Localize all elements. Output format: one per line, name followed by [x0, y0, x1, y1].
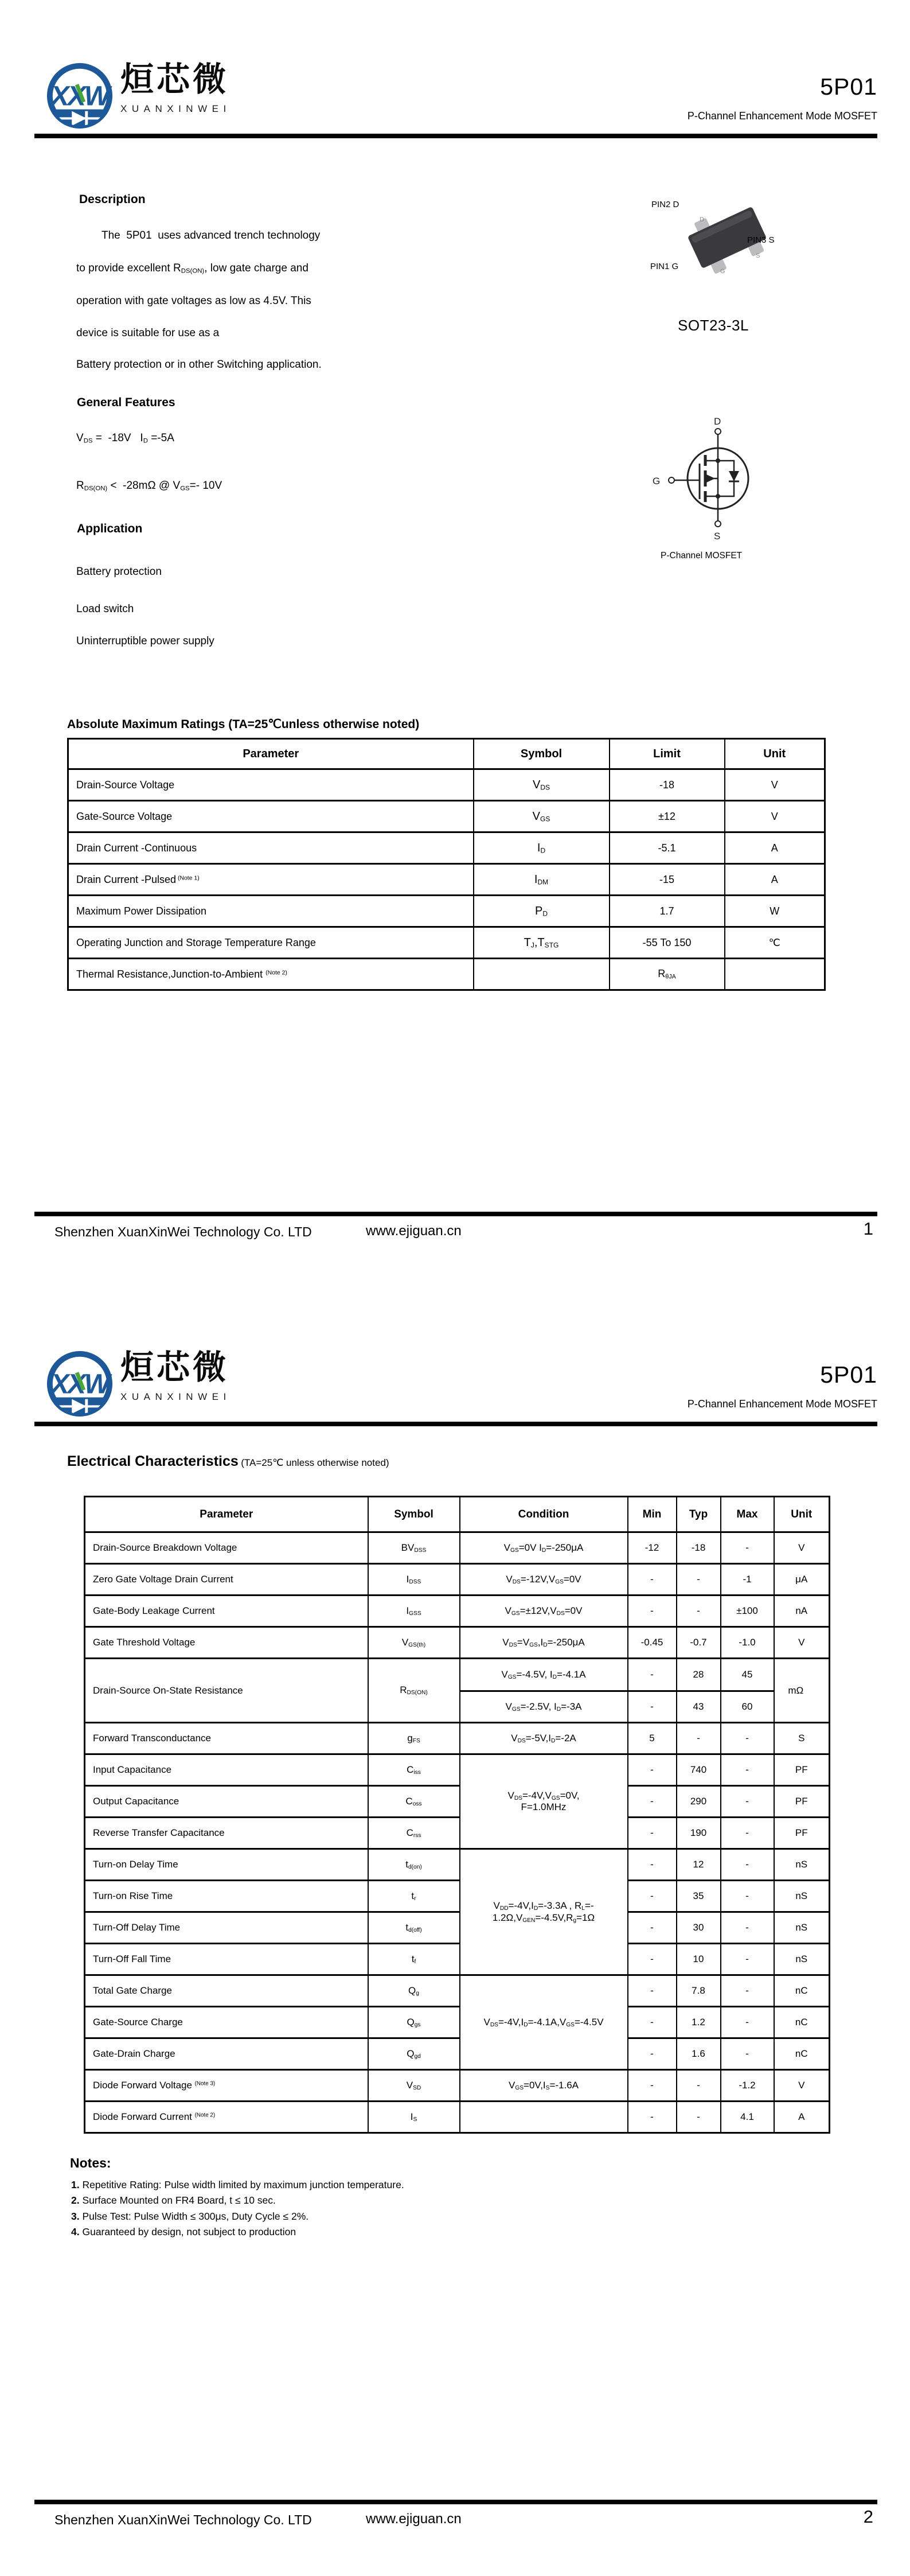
max-cell: -	[721, 1532, 774, 1564]
limit-cell: -15	[610, 864, 725, 896]
typ-cell: 35	[677, 1881, 721, 1912]
max-cell: ±100	[721, 1596, 774, 1627]
unit-cell: V	[725, 801, 825, 832]
typ-cell: 1.2	[677, 2007, 721, 2038]
param-cell: Reverse Transfer Capacitance	[85, 1818, 368, 1849]
limit-cell: -55 To 150	[610, 927, 725, 959]
table-row	[85, 1659, 830, 1691]
min-cell: -	[628, 2038, 677, 2070]
condition-cell	[460, 2102, 628, 2133]
description-line: operation with gate voltages as low as 4.5V. This	[76, 295, 311, 307]
min-cell: -	[628, 2102, 677, 2133]
unit-cell: nS	[774, 1849, 830, 1881]
symbol-cell: tf	[368, 1944, 460, 1975]
note-item	[71, 2179, 404, 2191]
logo-mark-icon	[45, 61, 115, 131]
note-text: Repetitive Rating: Pulse width limited by maximum junction temperature.	[79, 2179, 404, 2190]
unit-cell: V	[774, 1532, 830, 1564]
table-row	[85, 1975, 830, 2007]
unit-cell: PF	[774, 1754, 830, 1786]
param-cell: Diode Forward Voltage $^{(Note 3)}$	[85, 2070, 368, 2102]
unit-cell: nA	[774, 1596, 830, 1627]
min-cell: -	[628, 1881, 677, 1912]
min-cell: 5	[628, 1723, 677, 1754]
max-cell: -	[721, 2007, 774, 2038]
limit-cell: 1.7	[610, 896, 725, 927]
note-item	[71, 2194, 276, 2207]
table-row	[85, 2038, 830, 2070]
unit-cell: W	[725, 896, 825, 927]
min-cell: -	[628, 1912, 677, 1944]
description-line: to provide excellent RDS(ON), low gate charge and	[76, 262, 308, 275]
symbol-cell: Coss	[368, 1786, 460, 1818]
unit-cell: A	[725, 864, 825, 896]
max-cell: 60	[721, 1691, 774, 1723]
part-number: 5P01	[820, 1361, 877, 1388]
max-cell: -	[721, 1944, 774, 1975]
max-cell: -	[721, 1975, 774, 2007]
header-rule	[34, 1422, 877, 1426]
header-subtitle: P-Channel Enhancement Mode MOSFET	[687, 110, 877, 122]
min-cell: -	[628, 1849, 677, 1881]
param-cell: Zero Gate Voltage Drain Current	[85, 1564, 368, 1596]
features-line: VDS = -18V ID =-5A	[76, 432, 174, 445]
col-header: Min	[628, 1497, 677, 1532]
symbol-cell: Qgs	[368, 2007, 460, 2038]
symbol-cell	[474, 959, 610, 990]
footer-company: Shenzhen XuanXinWei Technology Co. LTD	[54, 1224, 312, 1239]
brand-chinese: 烜芯微	[120, 61, 229, 98]
package-pin1-label: PIN1 G	[650, 262, 679, 271]
limit-cell: ±12	[610, 801, 725, 832]
symbol-cell: VGS(th)	[368, 1627, 460, 1659]
table-row	[85, 1754, 830, 1786]
limit-cell: -18	[610, 769, 725, 801]
symbol-cell: td(on)	[368, 1849, 460, 1881]
features-title: General Features	[77, 396, 175, 409]
note-number: 1.	[71, 2179, 80, 2190]
table-row	[85, 1627, 830, 1659]
unit-cell: A	[725, 832, 825, 864]
min-cell: -	[628, 1818, 677, 1849]
condition-cell: VDS=-12V,VGS=0V	[460, 1564, 628, 1596]
typ-cell: 290	[677, 1786, 721, 1818]
param-cell: Drain-Source Voltage	[68, 769, 474, 801]
table-row	[85, 2070, 830, 2102]
table-row	[85, 1881, 830, 1912]
symbol-cell: TJ,TSTG	[474, 927, 610, 959]
application-item: Battery protection	[76, 566, 162, 578]
symbol-cell: BVDSS	[368, 1532, 460, 1564]
max-cell: -	[721, 1754, 774, 1786]
symbol-cell: Ciss	[368, 1754, 460, 1786]
note-item	[71, 2211, 308, 2223]
symbol-cell: IDM	[474, 864, 610, 896]
condition-cell: VGS=-4.5V, ID=-4.1A	[460, 1659, 628, 1691]
typ-cell: -18	[677, 1532, 721, 1564]
table-row	[85, 1723, 830, 1754]
condition-cell: VGS=0V,IS=-1.6A	[460, 2070, 628, 2102]
param-cell: Turn-on Rise Time	[85, 1881, 368, 1912]
min-cell: -	[628, 1596, 677, 1627]
svg-text:XXW: XXW	[50, 80, 109, 112]
svg-text:G: G	[720, 268, 725, 275]
symbol-cell: IS	[368, 2102, 460, 2133]
param-cell: Gate-Drain Charge	[85, 2038, 368, 2070]
table-row	[85, 1786, 830, 1818]
header-rule	[34, 134, 877, 138]
table-header-row	[85, 1497, 830, 1532]
condition-cell: VDS=-4V,VGS=0V, F=1.0MHz	[460, 1754, 628, 1849]
symbol-cell: PD	[474, 896, 610, 927]
description-title: Description	[79, 193, 146, 206]
unit-cell: nS	[774, 1912, 830, 1944]
unit-cell: V	[774, 1627, 830, 1659]
min-cell: -	[628, 1691, 677, 1723]
col-header: Max	[721, 1497, 774, 1532]
param-cell: Drain-Source On-State Resistance	[85, 1659, 368, 1723]
unit-cell: nC	[774, 2007, 830, 2038]
min-cell: -	[628, 1786, 677, 1818]
symbol-cell: td(off)	[368, 1912, 460, 1944]
typ-cell: 1.6	[677, 2038, 721, 2070]
application-item: Uninterruptible power supply	[76, 635, 214, 647]
param-cell: Output Capacitance	[85, 1786, 368, 1818]
note-number: 4.	[71, 2226, 80, 2238]
max-cell: -	[721, 1786, 774, 1818]
symbol-cell: tr	[368, 1881, 460, 1912]
symbol-cell: gFS	[368, 1723, 460, 1754]
typ-cell: 12	[677, 1849, 721, 1881]
ec-title-main: Electrical Characteristics	[67, 1453, 239, 1469]
brand-latin: XUANXINWEI	[120, 103, 231, 114]
table-row	[68, 896, 825, 927]
param-cell: Operating Junction and Storage Temperature Range	[68, 927, 474, 959]
typ-cell: -	[677, 2070, 721, 2102]
condition-cell: VGS=±12V,VDS=0V	[460, 1596, 628, 1627]
max-cell: -	[721, 1881, 774, 1912]
table-row	[85, 1596, 830, 1627]
param-cell: Forward Transconductance	[85, 1723, 368, 1754]
company-logo	[45, 61, 231, 131]
max-cell: -	[721, 1723, 774, 1754]
unit-cell: nC	[774, 2038, 830, 2070]
pchannel-mosfet-symbol-icon	[645, 414, 766, 543]
condition-cell: VGS=-2.5V, ID=-3A	[460, 1691, 628, 1723]
symbol-cell: Qg	[368, 1975, 460, 2007]
min-cell: -	[628, 2070, 677, 2102]
abs-max-title: Absolute Maximum Ratings (TA=25℃unless otherwise noted)	[67, 718, 420, 731]
header-subtitle: P-Channel Enhancement Mode MOSFET	[687, 1398, 877, 1410]
typ-cell: -	[677, 1723, 721, 1754]
col-header: Unit	[774, 1497, 830, 1532]
svg-text:D: D	[700, 216, 704, 223]
symbol-cell: Crss	[368, 1818, 460, 1849]
note-text: Surface Mounted on FR4 Board, t ≤ 10 sec.	[79, 2194, 276, 2206]
typ-cell: 7.8	[677, 1975, 721, 2007]
logo-text	[120, 1349, 231, 1403]
param-cell: Thermal Resistance,Junction-to-Ambient $^{(Note 2)}$	[68, 959, 474, 990]
min-cell: -	[628, 1659, 677, 1691]
note-number: 2.	[71, 2194, 80, 2206]
table-row	[68, 959, 825, 990]
svg-text:D: D	[714, 416, 721, 427]
typ-cell: 190	[677, 1818, 721, 1849]
col-header: Symbol	[474, 739, 610, 769]
param-cell: Input Capacitance	[85, 1754, 368, 1786]
unit-cell: ℃	[725, 927, 825, 959]
param-cell: Gate Threshold Voltage	[85, 1627, 368, 1659]
typ-cell: -	[677, 1596, 721, 1627]
col-header: Parameter	[85, 1497, 368, 1532]
col-header: Unit	[725, 739, 825, 769]
param-cell: Total Gate Charge	[85, 1975, 368, 2007]
symbol-cell: ID	[474, 832, 610, 864]
package-pin3-label: PIN3 S	[747, 235, 775, 245]
company-logo	[45, 1349, 231, 1419]
footer-website: www.ejiguan.cn	[366, 1223, 462, 1239]
typ-cell: -0.7	[677, 1627, 721, 1659]
typ-cell: 28	[677, 1659, 721, 1691]
datasheet-page-2	[0, 1288, 910, 2576]
col-header: Symbol	[368, 1497, 460, 1532]
max-cell: -	[721, 2038, 774, 2070]
note-text: Pulse Test: Pulse Width ≤ 300μs, Duty Cycle ≤ 2%.	[79, 2211, 309, 2222]
min-cell: -0.45	[628, 1627, 677, 1659]
max-cell: 4.1	[721, 2102, 774, 2133]
package-name: SOT23-3L	[678, 317, 749, 334]
max-cell: -1	[721, 1564, 774, 1596]
footer-rule	[34, 2500, 877, 2504]
table-row	[85, 1564, 830, 1596]
unit-cell: nC	[774, 1975, 830, 2007]
param-cell: Turn-on Delay Time	[85, 1849, 368, 1881]
unit-cell: mΩ	[774, 1659, 830, 1723]
max-cell: -1.0	[721, 1627, 774, 1659]
symbol-cell: IDSS	[368, 1564, 460, 1596]
limit-cell: -5.1	[610, 832, 725, 864]
symbol-cell: VSD	[368, 2070, 460, 2102]
param-cell: Turn-Off Delay Time	[85, 1912, 368, 1944]
min-cell: -	[628, 1754, 677, 1786]
symbol-caption: P-Channel MOSFET	[661, 551, 743, 561]
table-row	[85, 1912, 830, 1944]
package-pin2-label: PIN2 D	[651, 200, 679, 209]
param-cell: Turn-Off Fall Time	[85, 1944, 368, 1975]
unit-cell: nS	[774, 1881, 830, 1912]
param-cell: Gate-Source Charge	[85, 2007, 368, 2038]
table-row	[85, 1849, 830, 1881]
condition-cell: VGS=0V ID=-250μA	[460, 1532, 628, 1564]
max-cell: -	[721, 1818, 774, 1849]
max-cell: -	[721, 1849, 774, 1881]
svg-text:S: S	[756, 252, 760, 259]
application-title: Application	[77, 522, 143, 535]
unit-cell: A	[774, 2102, 830, 2133]
min-cell: -12	[628, 1532, 677, 1564]
unit-cell	[725, 959, 825, 990]
abs-max-table	[67, 738, 826, 991]
part-number: 5P01	[820, 73, 877, 100]
svg-text:S: S	[714, 531, 721, 542]
note-text: Guaranteed by design, not subject to production	[79, 2226, 296, 2238]
symbol-cell: Qgd	[368, 2038, 460, 2070]
min-cell: -	[628, 1975, 677, 2007]
param-cell: Gate-Body Leakage Current	[85, 1596, 368, 1627]
note-number: 3.	[71, 2211, 80, 2222]
notes-title: Notes:	[70, 2155, 111, 2170]
page-number: 2	[863, 2507, 873, 2527]
unit-cell: μA	[774, 1564, 830, 1596]
logo-mark-icon	[45, 1349, 115, 1419]
page-number: 1	[863, 1219, 873, 1239]
param-cell: Diode Forward Current $^{(Note 2)}$	[85, 2102, 368, 2133]
table-row	[68, 832, 825, 864]
table-row	[85, 2102, 830, 2133]
brand-latin: XUANXINWEI	[120, 1391, 231, 1402]
col-header: Condition	[460, 1497, 628, 1532]
condition-cell: VDD=-4V,ID=-3.3A , RL=- 1.2Ω,VGEN=-4.5V,Rg=1Ω	[460, 1849, 628, 1975]
symbol-cell: RDS(ON)	[368, 1659, 460, 1723]
description-line: device is suitable for use as a	[76, 327, 220, 339]
condition-cell: VDS=-5V,ID=-2A	[460, 1723, 628, 1754]
col-header: Parameter	[68, 739, 474, 769]
table-row	[68, 801, 825, 832]
param-cell: Drain Current -Continuous	[68, 832, 474, 864]
typ-cell: -	[677, 2102, 721, 2133]
unit-cell: PF	[774, 1818, 830, 1849]
col-header: Limit	[610, 739, 725, 769]
unit-cell: nS	[774, 1944, 830, 1975]
condition-cell: VDS=-4V,ID=-4.1A,VGS=-4.5V	[460, 1975, 628, 2070]
ec-title	[67, 1453, 389, 1470]
footer-company: Shenzhen XuanXinWei Technology Co. LTD	[54, 2512, 312, 2527]
symbol-cell: VDS	[474, 769, 610, 801]
typ-cell: 740	[677, 1754, 721, 1786]
col-header: Typ	[677, 1497, 721, 1532]
footer-website: www.ejiguan.cn	[366, 2511, 462, 2527]
table-row	[85, 2007, 830, 2038]
logo-text	[120, 61, 231, 115]
unit-cell: PF	[774, 1786, 830, 1818]
symbol-cell: VGS	[474, 801, 610, 832]
svg-text:G: G	[653, 476, 661, 487]
note-item	[71, 2226, 296, 2238]
unit-cell: V	[774, 2070, 830, 2102]
unit-cell: V	[725, 769, 825, 801]
table-row	[85, 1532, 830, 1564]
param-cell: Maximum Power Dissipation	[68, 896, 474, 927]
unit-cell: S	[774, 1723, 830, 1754]
application-item: Load switch	[76, 603, 134, 615]
table-header-row	[68, 739, 825, 769]
brand-chinese: 烜芯微	[120, 1349, 229, 1386]
max-cell: -1.2	[721, 2070, 774, 2102]
table-row	[68, 864, 825, 896]
param-cell: Drain Current -Pulsed $^{(Note 1)}$	[68, 864, 474, 896]
min-cell: -	[628, 2007, 677, 2038]
typ-cell: 43	[677, 1691, 721, 1723]
min-cell: -	[628, 1944, 677, 1975]
condition-cell: VDS=VGS,ID=-250μA	[460, 1627, 628, 1659]
table-row	[85, 1818, 830, 1849]
max-cell: -	[721, 1912, 774, 1944]
typ-cell: 10	[677, 1944, 721, 1975]
ec-title-note: (TA=25℃ unless otherwise noted)	[241, 1457, 389, 1468]
description-line: Battery protection or in other Switching application.	[76, 359, 322, 371]
footer-rule	[34, 1212, 877, 1216]
param-cell: Drain-Source Breakdown Voltage	[85, 1532, 368, 1564]
typ-cell: 30	[677, 1912, 721, 1944]
svg-text:XXW: XXW	[50, 1368, 109, 1400]
description-line: The 5P01 uses advanced trench technology	[101, 229, 321, 242]
table-row	[68, 927, 825, 959]
limit-cell: RθJA	[610, 959, 725, 990]
electrical-characteristics-table	[84, 1496, 830, 2134]
max-cell: 45	[721, 1659, 774, 1691]
param-cell: Gate-Source Voltage	[68, 801, 474, 832]
table-row	[68, 769, 825, 801]
symbol-cell: IGSS	[368, 1596, 460, 1627]
table-row	[85, 1944, 830, 1975]
min-cell: -	[628, 1564, 677, 1596]
features-line: RDS(ON) < -28mΩ @ VGS=- 10V	[76, 480, 222, 492]
typ-cell: -	[677, 1564, 721, 1596]
